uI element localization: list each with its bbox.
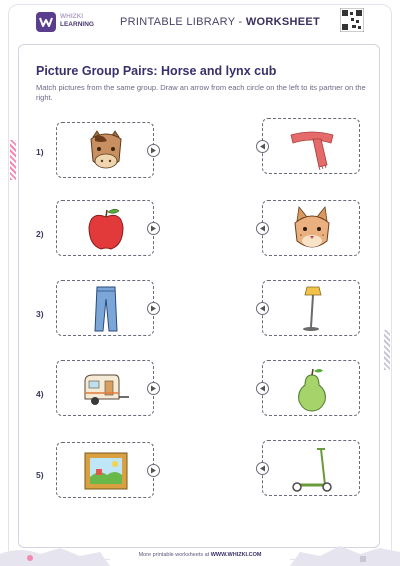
left-stripe-decoration <box>10 140 16 180</box>
library-label: PRINTABLE LIBRARY - <box>120 16 246 28</box>
right-card-scooter[interactable] <box>262 440 360 496</box>
picture-frame-icon <box>81 447 131 495</box>
brand-line1: WHIZKI <box>60 13 84 20</box>
row-number: 2) <box>36 229 44 239</box>
footer-text: More printable worksheets at <box>138 552 211 558</box>
whizki-logo-icon <box>36 12 56 32</box>
horse-icon <box>81 127 131 175</box>
left-card-jeans[interactable] <box>56 280 154 336</box>
row-number: 4) <box>36 389 44 399</box>
brand-line2: LEARNING <box>60 21 94 28</box>
match-circle[interactable] <box>256 140 269 153</box>
match-circle[interactable] <box>256 222 269 235</box>
right-card-pear[interactable] <box>262 360 360 416</box>
right-stripe-decoration <box>384 330 390 370</box>
apple-icon <box>81 205 131 253</box>
right-card-scarf[interactable] <box>262 118 360 174</box>
caravan-icon <box>81 365 131 413</box>
match-circle[interactable] <box>256 382 269 395</box>
row-number: 5) <box>36 470 44 480</box>
jeans-icon <box>81 285 131 333</box>
match-circle[interactable] <box>147 382 160 395</box>
left-card-horse[interactable] <box>56 122 154 178</box>
instructions: Match pictures from the same group. Draw an arrow from each circle on the left to its partner on the right. <box>36 83 366 102</box>
scooter-icon <box>287 445 337 493</box>
floor-lamp-icon <box>287 285 337 333</box>
worksheet-title: Picture Group Pairs: Horse and lynx cub <box>36 64 277 78</box>
right-card-lynx-cub[interactable] <box>262 200 360 256</box>
library-bold: WORKSHEET <box>245 16 321 28</box>
match-circle[interactable] <box>256 302 269 315</box>
left-card-apple[interactable] <box>56 200 154 256</box>
header <box>32 8 368 36</box>
footer-site-link[interactable]: WWW.WHIZKI.COM <box>210 552 262 558</box>
scarf-icon <box>287 123 337 171</box>
footer <box>110 549 290 561</box>
match-circle[interactable] <box>147 222 160 235</box>
left-card-caravan[interactable] <box>56 360 154 416</box>
left-card-picture-frame[interactable] <box>56 442 154 498</box>
pear-icon <box>287 365 337 413</box>
qr-code-icon <box>340 8 364 32</box>
row-number: 1) <box>36 147 44 157</box>
library-title <box>120 16 320 28</box>
match-circle[interactable] <box>147 144 160 157</box>
match-circle[interactable] <box>256 462 269 475</box>
lynx-cub-icon <box>287 205 337 253</box>
match-circle[interactable] <box>147 302 160 315</box>
match-circle[interactable] <box>147 464 160 477</box>
row-number: 3) <box>36 309 44 319</box>
right-card-floor-lamp[interactable] <box>262 280 360 336</box>
brand-name <box>60 13 94 29</box>
